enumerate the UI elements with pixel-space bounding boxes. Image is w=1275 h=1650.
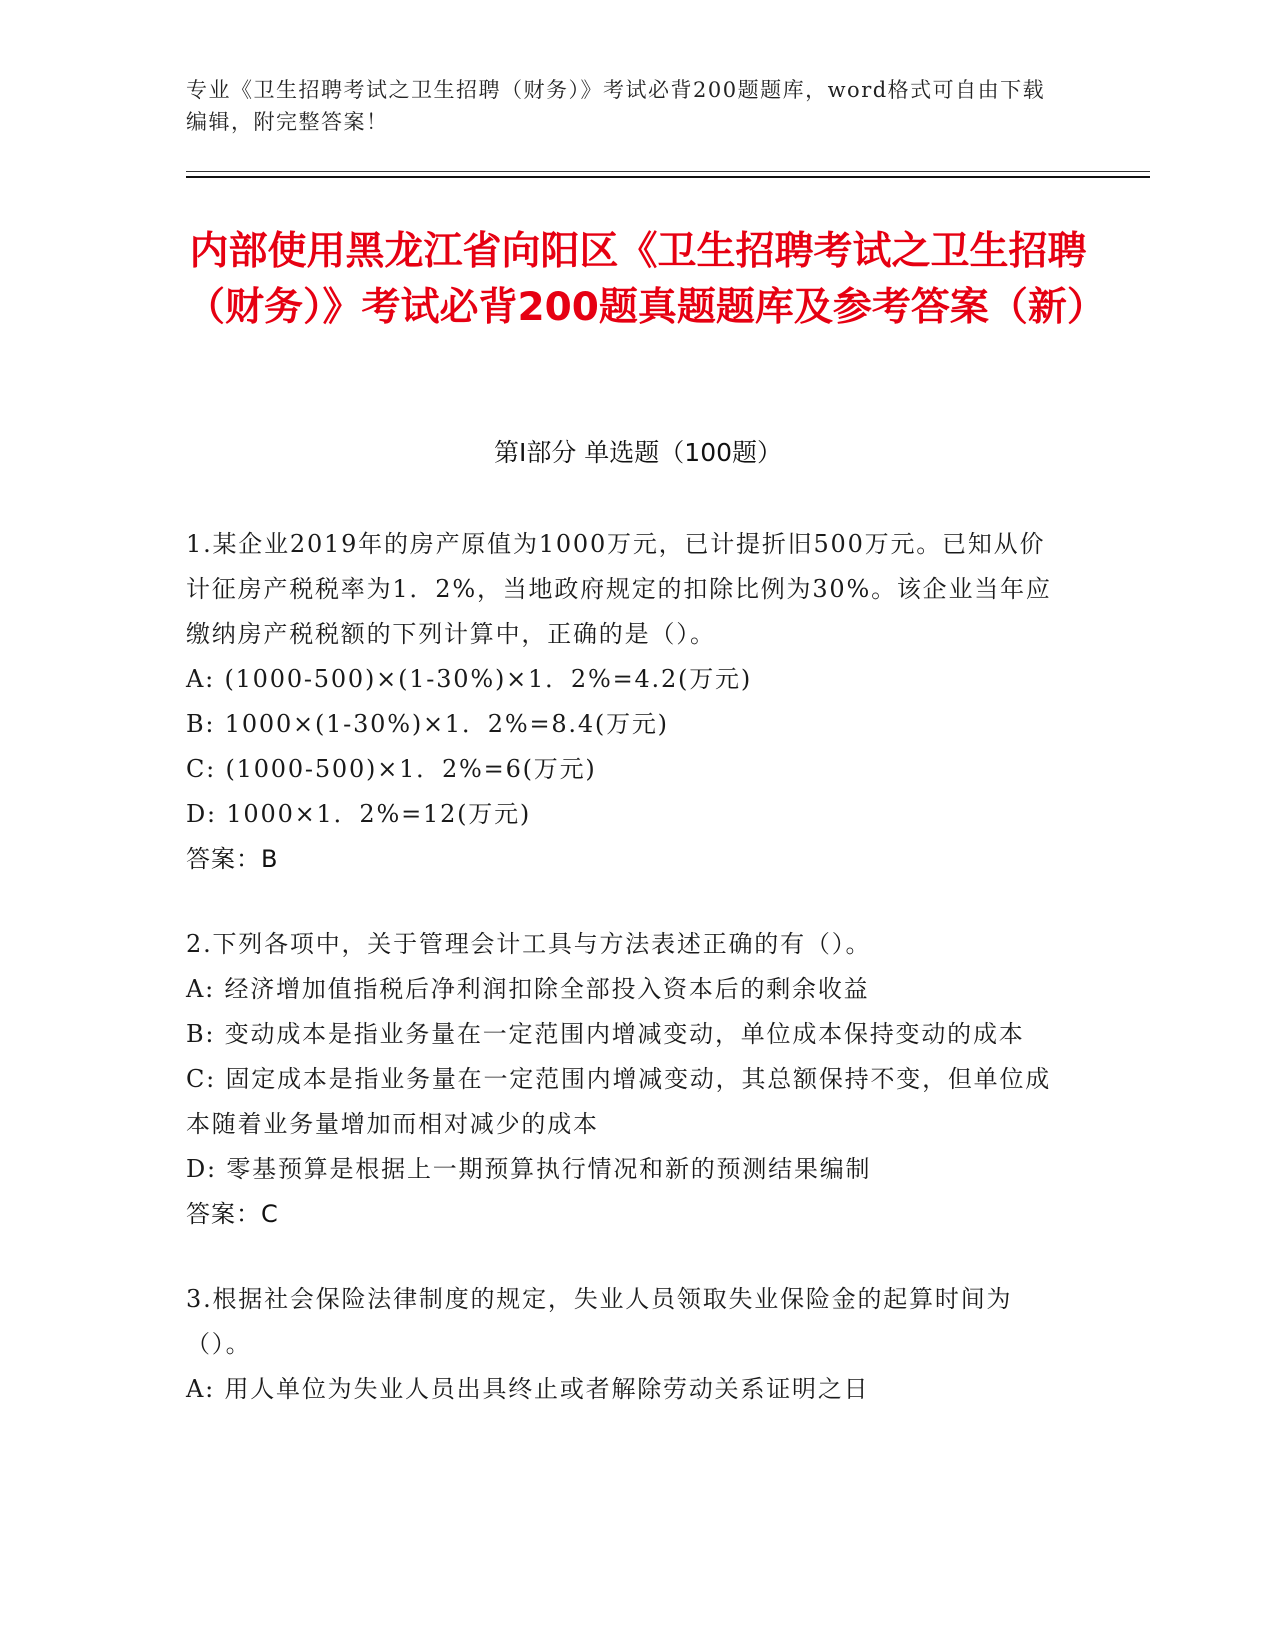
document-title: 内部使用黑龙江省向阳区《卫生招聘考试之卫生招聘（财务）》考试必背200题真题题库及参考答案（新） <box>186 229 1106 330</box>
answer-label: 答案：B <box>186 845 279 873</box>
section-heading: 第Ⅰ部分 单选题（100题） <box>493 438 783 467</box>
question-2 <box>186 922 1066 1237</box>
header-note: 专业《卫生招聘考试之卫生招聘（财务）》考试必背200题题库，word格式可自由下载编辑，附完整答案！ <box>186 78 1046 134</box>
option-d: D: 1000×1．2%=12(万元) <box>186 800 532 828</box>
header-rule-thick <box>186 176 1150 178</box>
option-list <box>186 657 1066 837</box>
option-c: C: 固定成本是指业务量在一定范围内增减变动，其总额保持不变，但单位成本随着业务量增加而相对减少的成本 <box>186 1065 1052 1138</box>
header-rule-thin <box>186 171 1150 172</box>
option-b: B: 1000×(1-30%)×1．2%=8.4(万元) <box>186 710 669 738</box>
option-a: A: 经济增加值指税后净利润扣除全部投入资本后的剩余收益 <box>186 975 870 1003</box>
option-a: A: 用人单位为失业人员出具终止或者解除劳动关系证明之日 <box>186 1375 870 1403</box>
question-list <box>186 522 1066 1452</box>
option-a: A: (1000-500)×(1-30%)×1．2%=4.2(万元) <box>186 665 752 693</box>
question-3 <box>186 1277 1066 1412</box>
answer-label: 答案：C <box>186 1200 279 1228</box>
question-stem: 2.下列各项中，关于管理会计工具与方法表述正确的有（）。 <box>186 930 872 958</box>
question-1 <box>186 522 1066 882</box>
option-b: B: 变动成本是指业务量在一定范围内增减变动，单位成本保持变动的成本 <box>186 1020 1025 1048</box>
option-d: D: 零基预算是根据上一期预算执行情况和新的预测结果编制 <box>186 1155 872 1183</box>
option-list <box>186 1367 1066 1412</box>
option-c: C: (1000-500)×1．2%=6(万元) <box>186 755 597 783</box>
option-list <box>186 967 1066 1192</box>
question-stem: 3.根据社会保险法律制度的规定，失业人员领取失业保险金的起算时间为（）。 <box>186 1285 1013 1358</box>
question-stem: 1.某企业2019年的房产原值为1000万元，已计提折旧500万元。已知从价计征房产税税率为1．2%，当地政府规定的扣除比例为30%。该企业当年应缴纳房产税税额的下列计算中，正确的是（）。 <box>186 530 1052 648</box>
